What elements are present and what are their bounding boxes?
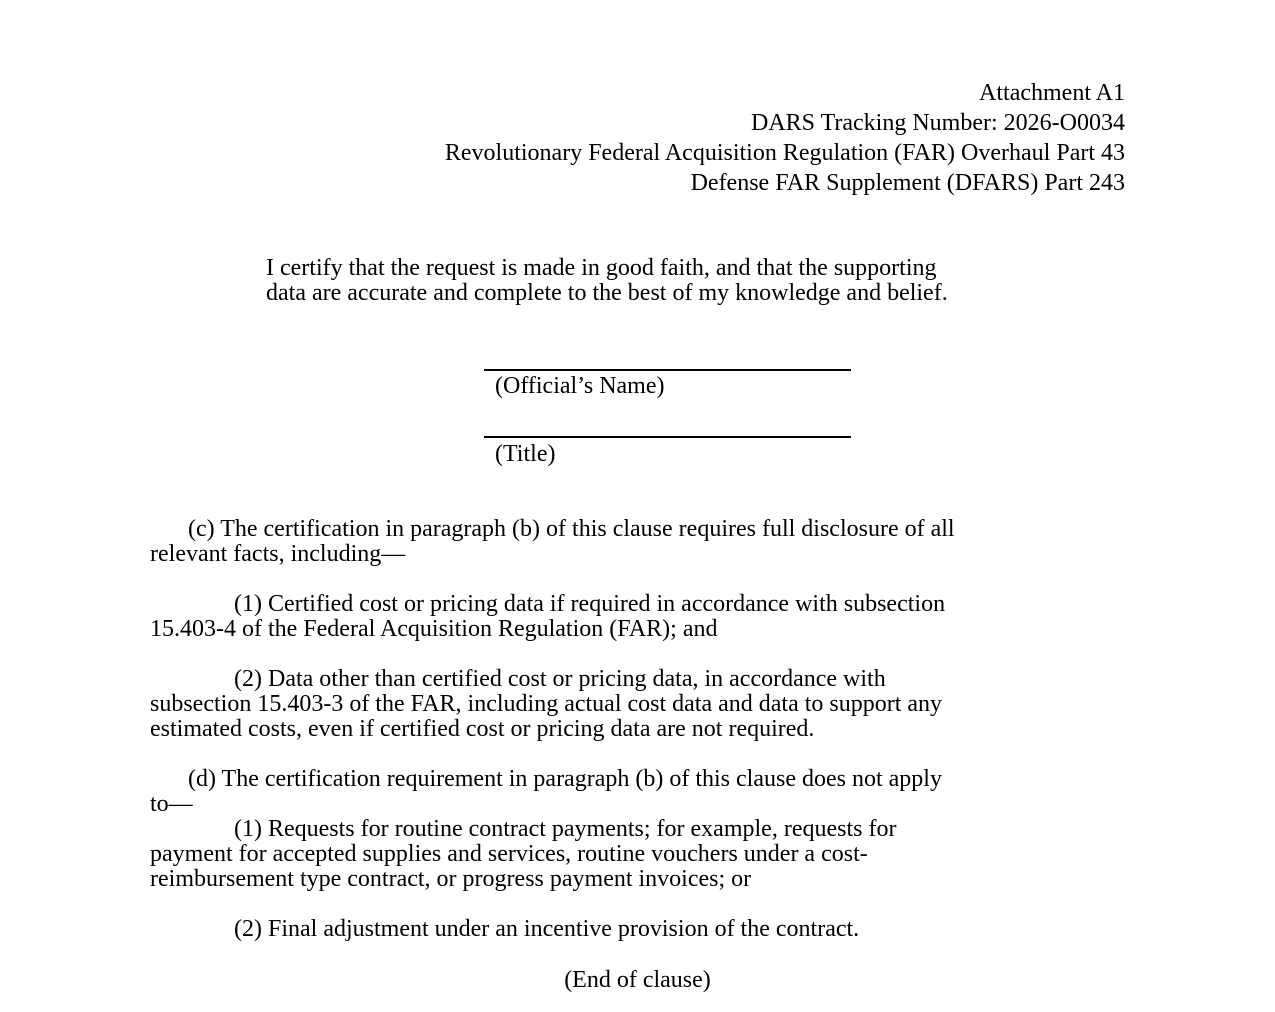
clause-d-item-2: [150, 917, 1130, 942]
certification-statement: [266, 256, 1066, 306]
clause-c-item-1-line-2: 15.403-4 of the Federal Acquisition Regulation (FAR); and: [150, 616, 718, 642]
clause-d-line-1: (d) The certification requirement in paragraph (b) of this clause does not apply: [188, 766, 942, 792]
clause-c-line-1: (c) The certification in paragraph (b) of this clause requires full disclosure of all: [188, 516, 955, 542]
clause-c-line-2: relevant facts, including—: [150, 541, 406, 567]
clause-d-item-1-line-3: reimbursement type contract, or progress payment invoices; or: [150, 866, 752, 892]
far-overhaul-title: Revolutionary Federal Acquisition Regulation (FAR) Overhaul Part 43: [444, 140, 1125, 166]
clause-paragraph-d: [150, 767, 1130, 892]
certification-line-2: data are accurate and complete to the best of my knowledge and belief.: [266, 280, 948, 306]
clause-d-line-2: to—: [150, 791, 193, 817]
title-label: (Title): [495, 441, 556, 467]
clause-c-item-2-line-2: subsection 15.403-3 of the FAR, including actual cost data and data to support any: [150, 691, 943, 717]
clause-d-item-2-line-1: (2) Final adjustment under an incentive provision of the contract.: [234, 916, 860, 942]
clause-c-item-1-line-1: (1) Certified cost or pricing data if required in accordance with subsection: [234, 591, 946, 617]
clause-d-item-1-line-1: (1) Requests for routine contract payments; for example, requests for: [234, 816, 897, 842]
official-name-signature-line: [484, 369, 851, 371]
clause-c-item-2: [150, 667, 1130, 742]
end-of-clause: (End of clause): [564, 967, 711, 993]
clause-c-item-2-line-3: estimated costs, even if certified cost or pricing data are not required.: [150, 716, 815, 742]
clause-d-item-1-line-2: payment for accepted supplies and services, routine vouchers under a cost-: [150, 841, 868, 867]
clause-paragraph-c: [150, 517, 1130, 567]
certification-line-1: I certify that the request is made in good faith, and that the supporting: [266, 255, 937, 281]
document-header: [445, 78, 1125, 198]
title-signature-line: [484, 436, 851, 438]
attachment-label: Attachment A1: [979, 80, 1125, 106]
clause-c-item-2-line-1: (2) Data other than certified cost or pricing data, in accordance with: [234, 666, 886, 692]
official-name-label: (Official’s Name): [495, 373, 665, 399]
dfars-part-title: Defense FAR Supplement (DFARS) Part 243: [690, 170, 1125, 196]
tracking-number: DARS Tracking Number: 2026-O0034: [750, 110, 1125, 136]
clause-c-item-1: [150, 592, 1130, 642]
